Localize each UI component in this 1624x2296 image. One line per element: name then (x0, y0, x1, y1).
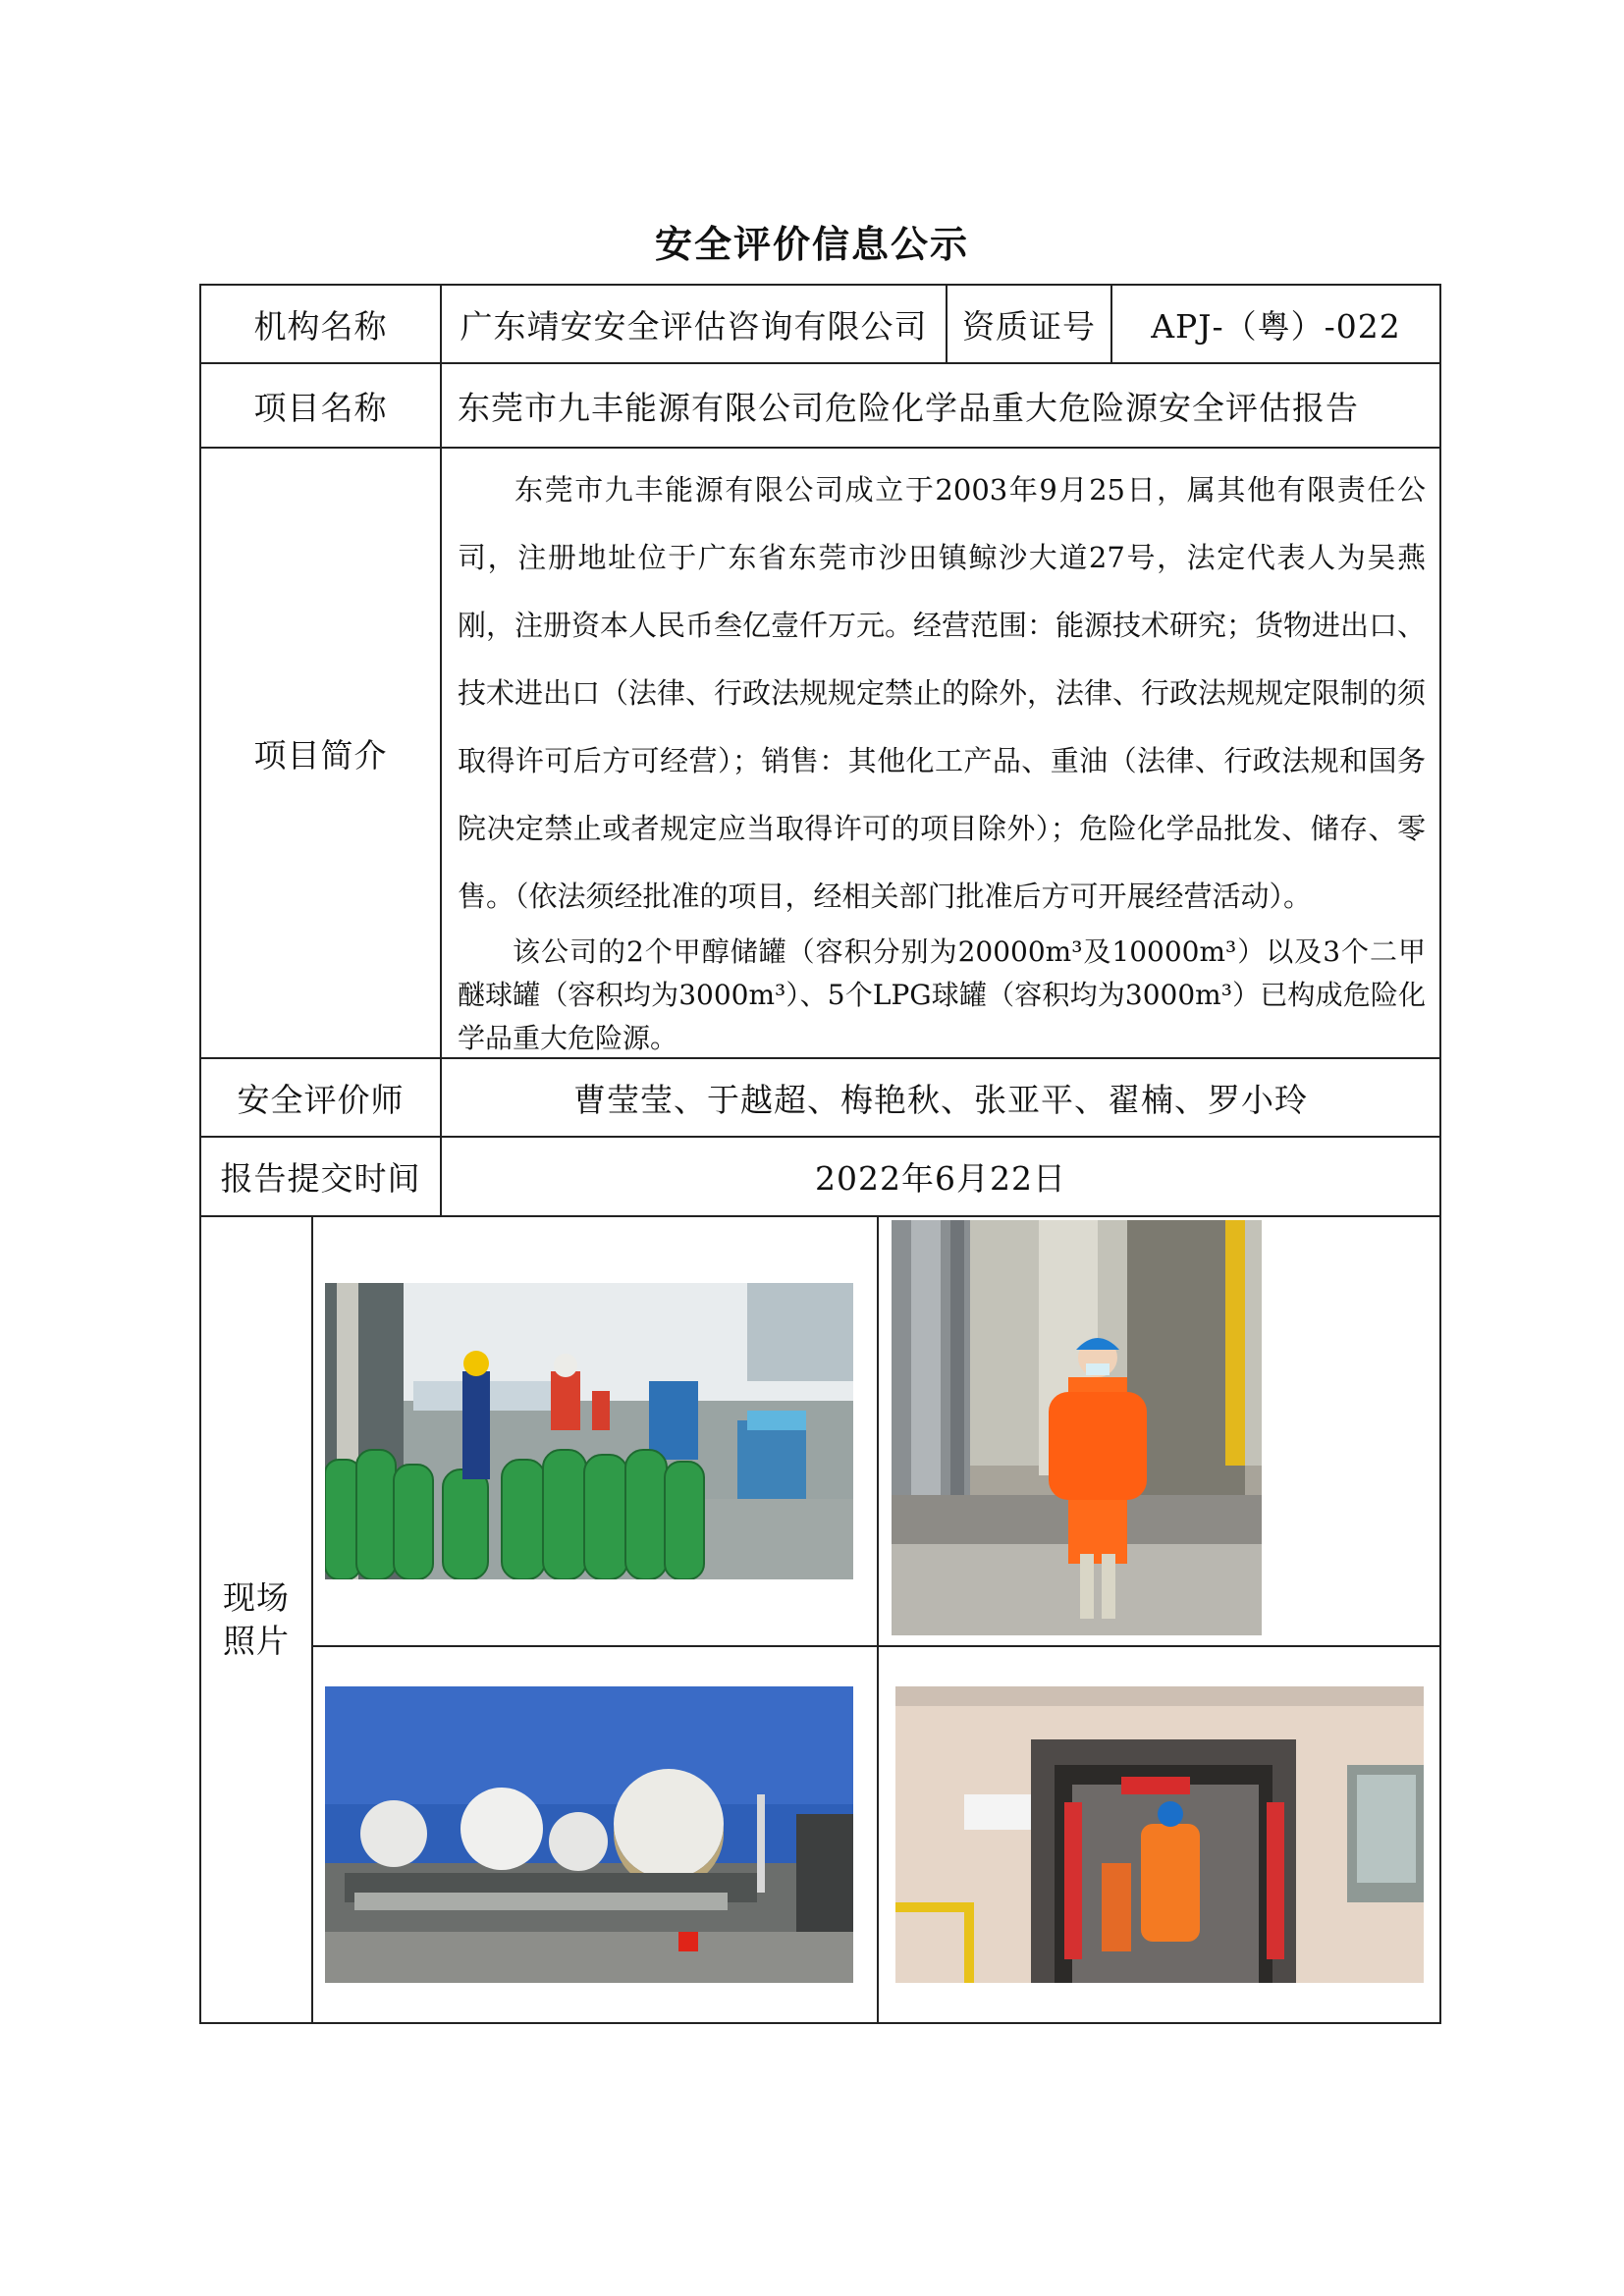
date-label-cell (199, 1136, 442, 1217)
intro-value-cell (440, 447, 1441, 1059)
photo-control-building (895, 1686, 1424, 1983)
org-label-cell (199, 284, 442, 364)
photo-inspector-woman (892, 1220, 1262, 1635)
qual-label: 资质证号 (962, 306, 1096, 346)
date-label: 报告提交时间 (220, 1159, 421, 1198)
date-value-cell (440, 1136, 1441, 1217)
intro-paragraph-2: 该公司的2个甲醇储罐（容积分别为20000m³及10000m³）以及3个二甲醚球罐（容积均为3000m³）、5个LPG球罐（容积均为3000m³）已构成危险化学品重大危险源。 (458, 935, 1426, 1054)
qual-value: APJ-（粤）-022 (1151, 306, 1401, 346)
project-label: 项目名称 (253, 388, 388, 427)
assessor-label: 安全评价师 (237, 1080, 405, 1119)
page-title: 安全评价信息公示 (654, 223, 969, 266)
project-label-cell (199, 362, 442, 449)
org-value-cell (440, 284, 947, 364)
assessor-value: 曹莹莹、于越超、梅艳秋、张亚平、翟楠、罗小玲 (573, 1080, 1308, 1119)
photo-gas-cylinders (325, 1283, 853, 1579)
qual-label-cell (946, 284, 1112, 364)
photo-spherical-tanks (325, 1686, 853, 1983)
assessor-label-cell (199, 1057, 442, 1138)
project-value-cell (440, 362, 1441, 449)
date-value: 2022年6月22日 (815, 1159, 1066, 1198)
org-label: 机构名称 (253, 306, 388, 346)
intro-paragraph-1: 东莞市九丰能源有限公司成立于2003年9月25日，属其他有限责任公司，注册地址位于广东省东莞市沙田镇鲸沙大道27号，法定代表人为吴燕刚，注册资本人民币叁亿壹仟万元。经营范围：能源技术研究；货物进出口、技术进出口（法律、行政法规规定禁止的除外，法律、行政法规规定限制的须取得许可后方可经营）；销售：其他化工产品、重油（法律、行政法规和国务院决定禁止或者规定应当取得许可的项目除外）；危险化学品批发、储存、零售。（依法须经批准的项目，经相关部门批准后方可开展经营活动）。 (458, 473, 1427, 913)
org-value: 广东靖安安全评估咨询有限公司 (460, 306, 928, 346)
intro-label-cell (199, 447, 442, 1059)
qual-value-cell (1110, 284, 1441, 364)
photos-label-cell (199, 1215, 313, 2024)
intro-label: 项目简介 (253, 735, 388, 774)
project-value: 东莞市九丰能源有限公司危险化学品重大危险源安全评估报告 (458, 388, 1359, 427)
assessor-value-cell (440, 1057, 1441, 1138)
photos-label: 现场照片 (223, 1578, 290, 1660)
